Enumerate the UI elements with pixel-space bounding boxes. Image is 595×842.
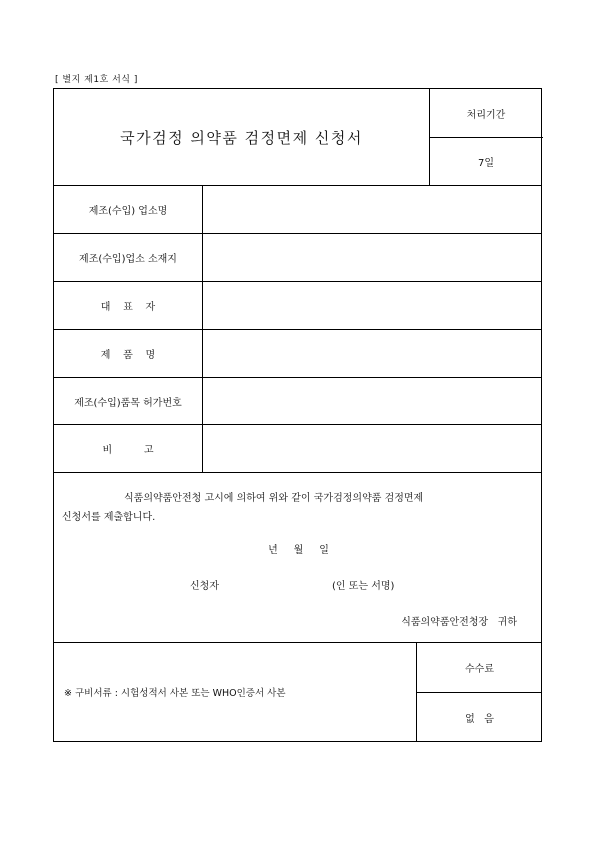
declaration-text [62,489,532,527]
applicant-label: 신청자 [190,581,219,592]
remarks-field[interactable] [203,425,541,472]
processing-period-label: 처리기간 [466,109,506,121]
form-number-label: [ 별지 제1호 서식 ] [55,75,138,85]
remarks-label: 비 고 [102,445,154,456]
addressee: 식품의약품안전청장 귀하 [401,617,517,628]
representative-label: 대 표 자 [100,302,156,313]
license-number-field[interactable] [203,378,541,425]
processing-period-value: 7일 [477,157,495,169]
required-documents-note: ※ 구비서류 : 시험성적서 사본 또는 WHO인증서 사본 [64,688,286,699]
product-name-field[interactable] [203,330,541,377]
product-name-label: 제 품 명 [100,350,156,361]
representative-field[interactable] [203,282,541,329]
fee-value: 없 음 [465,713,494,725]
manufacturer-name-field[interactable] [203,186,541,233]
manufacturer-address-label: 제조(수입)업소 소재지 [79,254,177,265]
declaration-line-2: 신청서를 제출합니다. [62,512,156,523]
signature-note: (인 또는 서명) [332,581,395,592]
manufacturer-address-field[interactable] [203,234,541,281]
date-line: 년 월 일 [268,545,329,556]
manufacturer-name-label: 제조(수입) 업소명 [88,206,168,217]
application-form [53,88,542,742]
license-number-label: 제조(수입)품목 허가번호 [74,398,182,409]
declaration-line-1: 식품의약품안전청 고시에 의하여 위와 같이 국가검정의약품 검정면제 [124,493,424,504]
fee-label: 수수료 [465,663,494,675]
form-title: 국가검정 의약품 검정면제 신청서 [120,128,363,147]
